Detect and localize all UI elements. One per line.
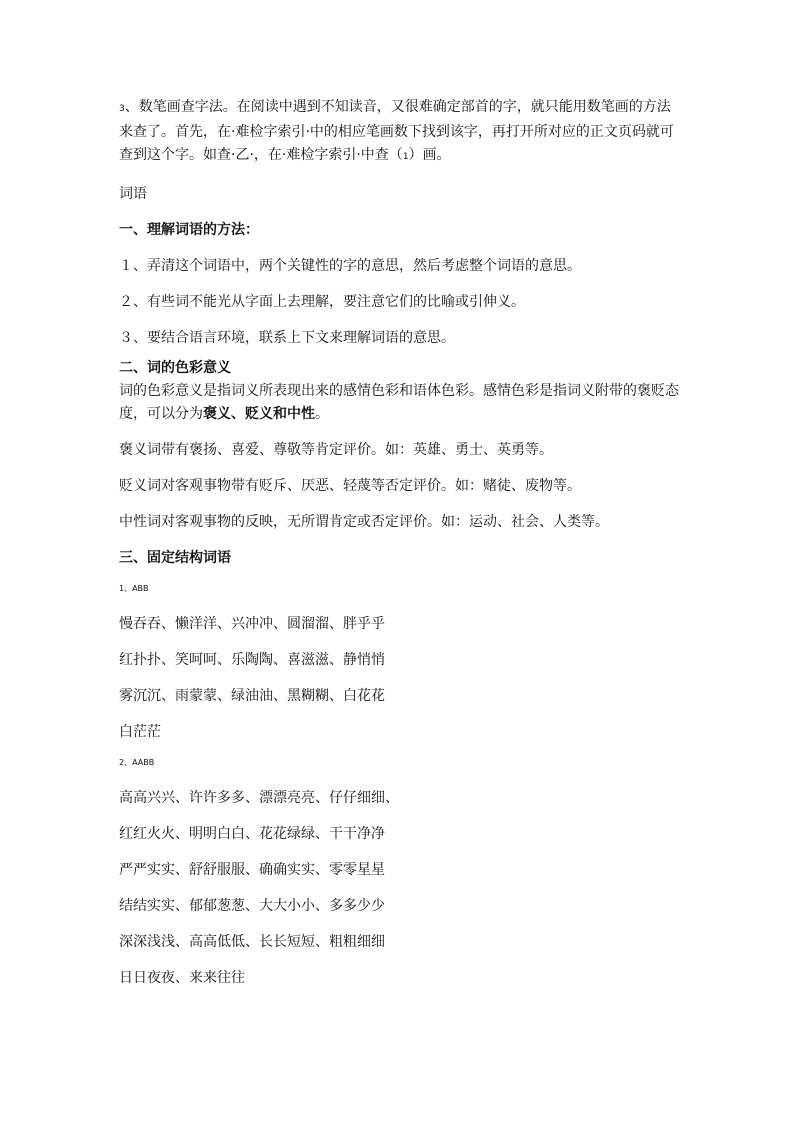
section-3-number: 3: [119, 104, 125, 114]
aabb-line: 深深浅浅、高高低低、长长短短、粗粗细细: [119, 934, 385, 950]
aabb-line: 日日夜夜、来来往往: [119, 970, 245, 986]
part1-item: ２、有些词不能光从字面上去理解，要注意它们的比喻或引伸义。: [119, 294, 525, 310]
part2-intro-end: 。: [315, 406, 329, 422]
abb-line: 红扑扑、笑呵呵、乐陶陶、喜滋滋、静悄悄: [119, 652, 385, 668]
part1-item: ３、要结合语言环境，联系上下文来理解词语的意思。: [119, 330, 455, 346]
part2-line: 中性词对客观事物的反映，无所谓肯定或否定评价。如：运动、社会、人类等。: [119, 514, 609, 530]
part2-line: 贬义词对客观事物带有贬斥、厌恶、轻蔑等否定评价。如：赌徒、废物等。: [119, 478, 581, 494]
part2-intro: [119, 380, 679, 426]
part2-line: 褒义词带有褒扬、喜爱、尊敬等肯定评价。如：英雄、勇士、英勇等。: [119, 442, 553, 458]
part2-intro-bold: 褒义、贬义和中性: [203, 406, 315, 422]
section-3-paragraph: [119, 96, 679, 169]
aabb-line: 红红火火、明明白白、花花绿绿、干干净净: [119, 826, 385, 842]
aabb-line: 结结实实、郁郁葱葱、大大小小、多多少少: [119, 898, 385, 914]
section-3-text-end: ）画。: [408, 147, 451, 163]
part1-heading: 一、理解词语的方法：: [119, 222, 259, 238]
stroke-count: 1: [402, 152, 409, 162]
part3-heading: 三、固定结构词语: [119, 550, 231, 566]
abb-line: 雾沉沉、雨蒙蒙、绿油油、黑糊糊、白花花: [119, 688, 385, 704]
ciyu-title: 词语: [119, 186, 147, 202]
part2-heading: 二、词的色彩意义: [119, 360, 231, 376]
abb-subheading: 1、ABB: [119, 584, 149, 593]
document-page: [119, 96, 679, 1003]
part2-intro-text: 词的色彩意义是指词义所表现出来的感情色彩和语体色彩。感情色彩是指词义附带的褒贬态度，可以分为: [119, 383, 679, 422]
aabb-line: 高高兴兴、许许多多、漂漂亮亮、仔仔细细、: [119, 790, 399, 806]
section-3-text: 、数笔画查字法。在阅读中遇到不知读音，又很难确定部首的字，就只能用数笔画的方法来查了。首先，在·难检字索引·中的相应笔画数下找到该字，再打开所对应的正文页码就可查到这个字。如查·乙·，在·难检字索引·中查（: [119, 99, 674, 163]
abb-line: 慢吞吞、懒洋洋、兴冲冲、圆溜溜、胖乎乎: [119, 616, 385, 632]
aabb-line: 严严实实、舒舒服服、确确实实、零零星星: [119, 862, 385, 878]
aabb-subheading: 2、AABB: [119, 758, 155, 767]
part1-item: １、弄清这个词语中，两个关键性的字的意思，然后考虑整个词语的意思。: [119, 258, 581, 274]
abb-line: 白茫茫: [119, 724, 161, 740]
